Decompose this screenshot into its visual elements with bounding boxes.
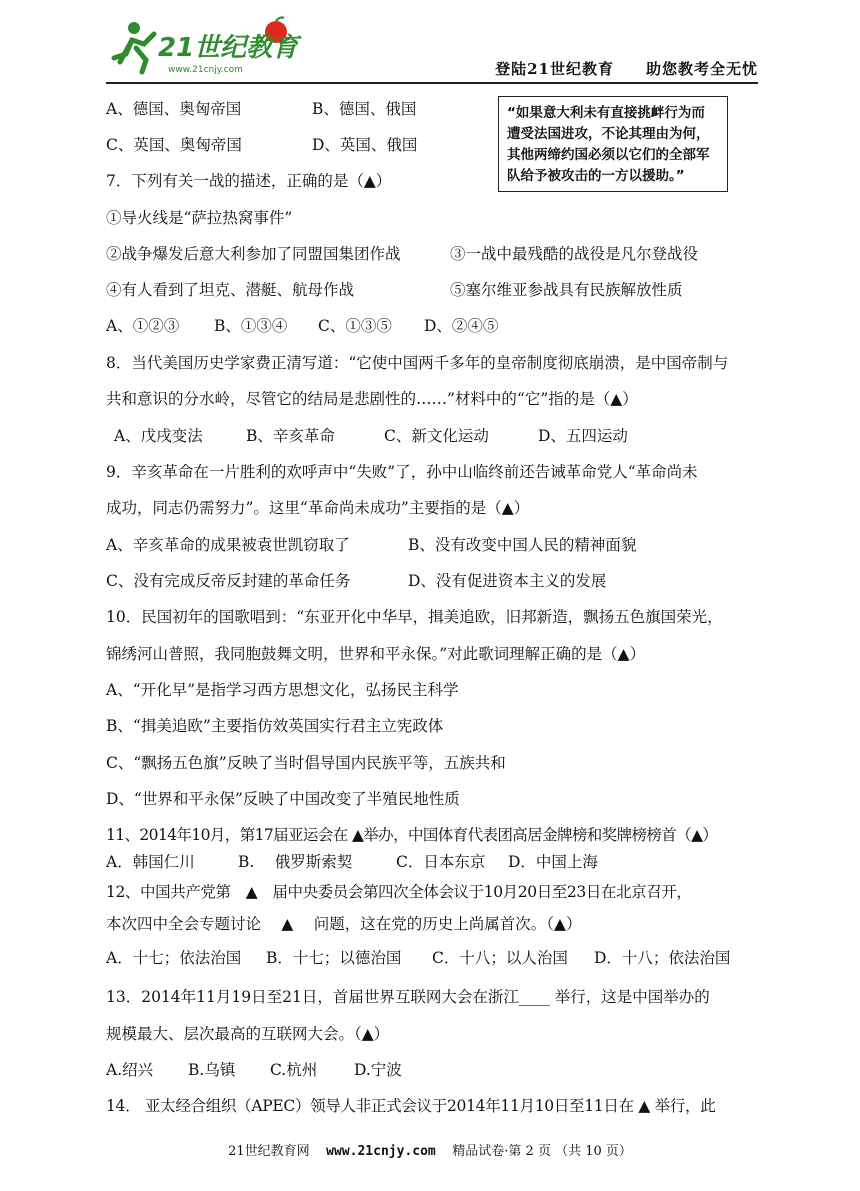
quote-line: 遭受法国进攻，不论其理由为何， bbox=[507, 126, 710, 142]
quote-line: 其他两缔约国必须以它们的全部军 bbox=[507, 147, 710, 163]
q7-stem: 7．下列有关一战的描述，正确的是（▲） bbox=[106, 172, 392, 190]
q7-option-b: B、①③④ bbox=[214, 317, 288, 335]
page-header bbox=[106, 14, 758, 82]
q9-option-d: D、没有促进资本主义的发展 bbox=[408, 572, 607, 590]
q7-item-1: ①导火线是“萨拉热窝事件” bbox=[106, 209, 293, 227]
q10-stem-line-1: 10．民国初年的国歌唱到：“东亚开化中华早，揖美追欧，旧邦新造，飘扬五色旗国荣光， bbox=[106, 608, 723, 626]
q6-option-b: B、德国、俄国 bbox=[312, 100, 417, 118]
q8-option-c: C、新文化运动 bbox=[384, 427, 489, 445]
quote-line: 队给予被攻击的一方以援助。” bbox=[507, 168, 685, 184]
q9-stem-line-1: 9．辛亥革命在一片胜利的欢呼声中“失败”了，孙中山临终前还告诫革命党人“革命尚未 bbox=[106, 463, 698, 481]
q8-stem-line-1: 8．当代美国历史学家费正清写道：“它使中国两千多年的皇帝制度彻底崩溃，是中国帝制与 bbox=[106, 354, 729, 372]
q6-option-c: C、英国、奥匈帝国 bbox=[106, 136, 242, 154]
q10-option-b: B、“揖美追欧”主要指仿效英国实行君主立宪政体 bbox=[106, 717, 444, 735]
q13-option-c: C.杭州 bbox=[270, 1061, 318, 1079]
footer-site-link[interactable]: www.21cnjy.com bbox=[326, 1144, 436, 1159]
q8-option-b: B、辛亥革命 bbox=[246, 427, 335, 445]
footer-site-name: 21世纪教育网 bbox=[228, 1144, 310, 1159]
q12-option-a: A．十七；依法治国 bbox=[106, 949, 242, 967]
q7-item-3: ③一战中最残酷的战役是凡尔登战役 bbox=[450, 245, 699, 263]
q9-stem-line-2: 成功，同志仍需努力”。这里“革命尚未成功”主要指的是（▲） bbox=[106, 499, 530, 517]
q7-option-a: A、①②③ bbox=[106, 317, 180, 335]
q7-item-2: ②战争爆发后意大利参加了同盟国集团作战 bbox=[106, 245, 401, 263]
logo-text: 21世纪教育 bbox=[158, 33, 299, 63]
q13-option-a: A.绍兴 bbox=[106, 1061, 154, 1079]
q7-item-5: ⑤塞尔维亚参战具有民族解放性质 bbox=[450, 281, 683, 299]
q11-option-c: C．日本东京 bbox=[396, 853, 486, 871]
q12-option-b: B．十七；以德治国 bbox=[266, 949, 402, 967]
q6-option-a: A、德国、奥匈帝国 bbox=[106, 100, 242, 118]
q7-option-c: C、①③⑤ bbox=[318, 317, 392, 335]
q12-option-d: D．十八；依法治国 bbox=[594, 949, 731, 967]
q13-stem-line-2: 规模最大、层次最高的互联网大会。（▲） bbox=[106, 1025, 390, 1043]
page-footer bbox=[0, 1140, 860, 1159]
logo-subtext: www.21cnjy.com bbox=[168, 65, 243, 75]
header-divider bbox=[106, 82, 758, 84]
q9-option-a: A、辛亥革命的成果被袁世凯窃取了 bbox=[106, 536, 350, 554]
q8-option-d: D、五四运动 bbox=[538, 427, 628, 445]
quote-line: “如果意大利未有直接挑衅行为而 bbox=[507, 105, 705, 121]
q10-option-d: D、“世界和平永保”反映了中国改变了半殖民地性质 bbox=[106, 790, 460, 808]
q10-option-a: A、“开化早”是指学习西方思想文化，弘扬民主科学 bbox=[106, 681, 459, 699]
q13-option-b: B.乌镇 bbox=[188, 1061, 236, 1079]
q10-option-c: C、“飘扬五色旗”反映了当时倡导国内民族平等，五族共和 bbox=[106, 754, 506, 772]
q12-stem-line-1: 12、中国共产党第 ▲ 届中央委员会第四次全体会议于10月20日至23日在北京召开， bbox=[106, 883, 692, 901]
q11-option-a: A．韩国仁川 bbox=[106, 853, 195, 871]
q13-stem-line-1: 13．2014年11月19日至21日，首届世界互联网大会在浙江____ 举行，这是中国举办的 bbox=[106, 988, 710, 1006]
q11-option-d: D．中国上海 bbox=[508, 853, 598, 871]
q8-stem-line-2: 共和意识的分水岭，尽管它的结局是悲剧性的……”材料中的“它”指的是（▲） bbox=[106, 390, 638, 408]
q6-option-d: D、英国、俄国 bbox=[312, 136, 418, 154]
q12-stem-line-2: 本次四中全会专题讨论 ▲ 问题，这在党的历史上尚属首次。（▲） bbox=[106, 915, 582, 933]
runner-icon bbox=[114, 22, 154, 72]
q9-option-b: B、没有改变中国人民的精神面貌 bbox=[408, 536, 637, 554]
q10-stem-line-2: 锦绣河山普照，我同胞鼓舞文明，世界和平永保。”对此歌词理解正确的是（▲） bbox=[106, 645, 646, 663]
q13-option-d: D.宁波 bbox=[354, 1061, 402, 1079]
q9-option-c: C、没有完成反帝反封建的革命任务 bbox=[106, 572, 351, 590]
q12-option-c: C．十八；以人治国 bbox=[432, 949, 568, 967]
q11-stem: 11、2014年10月，第17届亚运会在 ▲举办，中国体育代表团高居金牌榜和奖牌榜榜首（▲） bbox=[106, 826, 718, 844]
q7-item-4: ④有人看到了坦克、潜艇、航母作战 bbox=[106, 281, 355, 299]
q11-option-b: B. 俄罗斯索契 bbox=[238, 853, 353, 871]
q14-stem: 14． 亚太经合组织（APEC）领导人非正式会议于2014年11月10日至11日在 ▲ 举行，此 bbox=[106, 1097, 716, 1115]
q8-option-a: A、戊戌变法 bbox=[114, 427, 203, 445]
q7-option-d: D、②④⑤ bbox=[424, 317, 499, 335]
site-logo bbox=[106, 14, 306, 80]
footer-page-info: 精品试卷·第 2 页 （共 10 页） bbox=[452, 1144, 632, 1159]
header-slogan: 登陆21世纪教育 助您教考全无忧 bbox=[495, 60, 758, 78]
quote-box bbox=[498, 96, 728, 192]
